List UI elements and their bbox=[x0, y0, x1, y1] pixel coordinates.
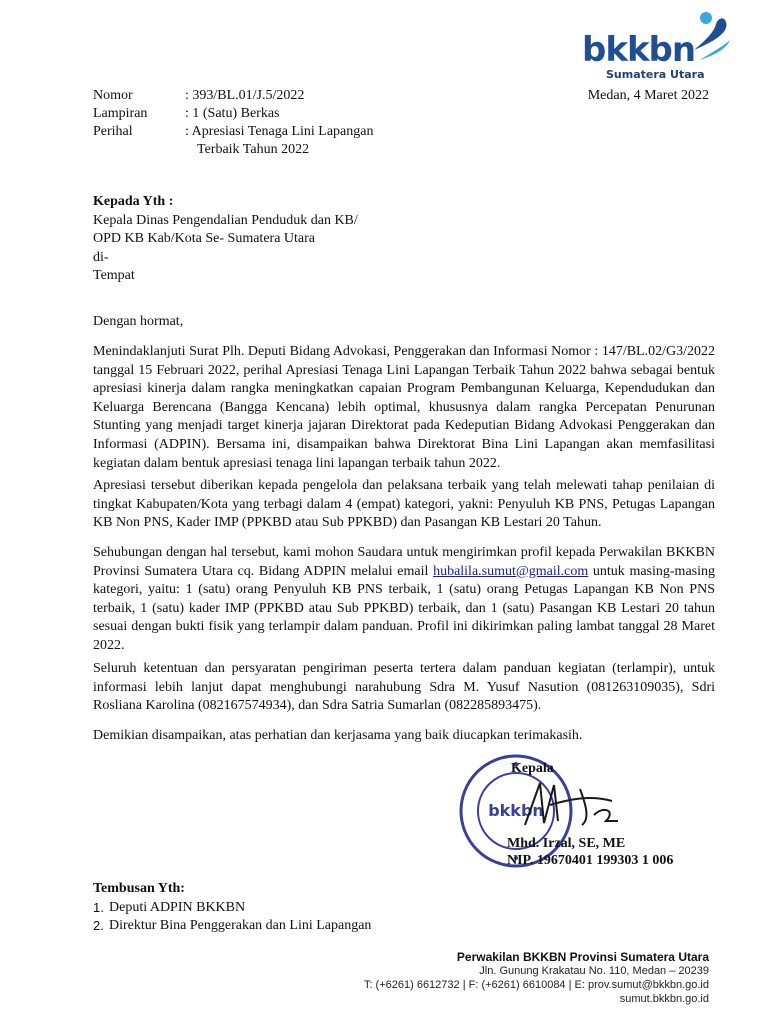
list-item bbox=[93, 899, 371, 918]
place-date: Medan, 4 Maret 2022 bbox=[587, 88, 709, 103]
salutation: Dengan hormat, bbox=[93, 314, 184, 329]
signature-title: Kepala bbox=[511, 761, 554, 776]
footer-website: sumut.bkkbn.go.id bbox=[619, 993, 709, 1005]
meta-label: Nomor bbox=[93, 88, 133, 103]
meta-value: : 393/BL.01/J.5/2022 bbox=[185, 88, 305, 103]
paragraph-5: Demikian disampaikan, atas perhatian dan kerjasama yang baik diucapkan terimakasih. bbox=[93, 728, 583, 743]
paragraph-3-part-b: untuk masing-masing kategori, yaitu: 1 (satu) orang Penyuluh KB PNS terbaik, 1 (satu) orang Petugas Lapangan KB Non PNS terbaik, 1 (satu) kader IMP (PPKBD atau Sub PPKBD) terbaik, dan 1 (satu) Pasangan KB Lestari 20 tahun sesuai dengan bukti fisik yang terlampir dalam panduan. Profil ini dikirimkan paling lambat tanggal 28 Maret 2022. bbox=[93, 563, 715, 653]
bkkbn-logo bbox=[582, 10, 732, 84]
addressee-line: Kepala Dinas Pengendalian Penduduk dan KB/ bbox=[93, 212, 358, 228]
list-text: Direktur Bina Penggerakan dan Lini Lapangan bbox=[109, 918, 372, 934]
email-link[interactable]: hubalila.sumut@gmail.com bbox=[433, 563, 589, 579]
logo-swirl-icon bbox=[686, 10, 734, 62]
addressee-heading: Kepada Yth : bbox=[93, 194, 174, 209]
logo-subtitle: Sumatera Utara bbox=[606, 68, 705, 81]
svg-text:bkkbn: bkkbn bbox=[488, 801, 544, 820]
signatory-name: Mhd. Irzal, SE, ME bbox=[507, 836, 626, 851]
addressee-line: di- bbox=[93, 249, 109, 265]
footer-org: Perwakilan BKKBN Provinsi Sumatera Utara bbox=[456, 950, 709, 964]
meta-value: : 1 (Satu) Berkas bbox=[185, 106, 280, 121]
paragraph-3-part-a: Sehubungan dengan hal tersebut, kami mohon Saudara untuk mengirimkan profil kepada Perwakilan BKKBN Provinsi Sumatera Utara cq. Bidang ADPIN melalui email bbox=[93, 545, 715, 579]
meta-label: Lampiran bbox=[93, 106, 148, 121]
paragraph-2: Apresiasi tersebut diberikan kepada pengelola dan pelaksana terbaik yang telah melewati tahap penilaian di tingkat Kabupaten/Kota yang terbagi dalam 4 (empat) kategori, yakni: Penyuluh KB PNS, Petugas Lapangan KB Non PNS, Kader IMP (PPKBD atau Sub PPKBD) dan Pasangan KB Lestari 20 Tahun. bbox=[93, 478, 715, 531]
meta-row-nomor bbox=[93, 87, 415, 105]
list-text: Deputi ADPIN BKKBN bbox=[109, 899, 246, 915]
tembusan-block bbox=[93, 880, 371, 936]
paragraph-3 bbox=[93, 544, 715, 656]
letter-meta bbox=[93, 87, 415, 159]
letterhead-footer bbox=[364, 950, 709, 1006]
footer-address: Jln. Gunung Krakatau No. 110, Medan – 20239 bbox=[479, 965, 709, 977]
meta-value: : Apresiasi Tenaga Lini Lapangan bbox=[185, 124, 374, 139]
addressee-block bbox=[93, 193, 715, 286]
signatory-nip: NIP. 19670401 199303 1 006 bbox=[507, 853, 674, 868]
footer-contact: T: (+6261) 6612732 | F: (+6261) 6610084 | E: prov.sumut@bkkbn.go.id bbox=[363, 979, 709, 991]
logo-wordmark: bkkbn bbox=[582, 30, 696, 70]
tembusan-heading: Tembusan Yth: bbox=[93, 881, 185, 896]
handwritten-signature-icon bbox=[520, 775, 620, 835]
meta-row-perihal bbox=[93, 123, 415, 141]
list-number: 1. bbox=[93, 899, 104, 915]
meta-label: Perihal bbox=[93, 124, 133, 139]
addressee-line: Tempat bbox=[93, 268, 135, 284]
paragraph-4: Seluruh ketentuan dan persyaratan pengiriman peserta tertera dalam panduan kegiatan (terlampir), untuk informasi lebih lanjut dapat menghubungi narahubung Sdra M. Yusuf Nasution (081263109035), Sdri Rosliana Karolina (082167574934), dan Sdra Satria Sumarlan (082285893475). bbox=[93, 661, 715, 714]
addressee-line: OPD KB Kab/Kota Se- Sumatera Utara bbox=[93, 231, 316, 247]
meta-perihal-continued: Terbaik Tahun 2022 bbox=[197, 142, 310, 157]
meta-row-lampiran bbox=[93, 105, 415, 123]
paragraph-1: Menindaklanjuti Surat Plh. Deputi Bidang Advokasi, Penggerakan dan Informasi Nomor : 147/BL.02/G3/2022 tanggal 15 Februari 2022, perihal Apresiasi Tenaga Lini Lapangan Terbaik Tahun 2022 bahwa sebagai bentuk apresiasi kinerja dalam rangka meningkatkan capaian Program Pembangunan Keluarga, Kependudukan dan Keluarga Berencana (Bangga Kencana) lebih optimal, khususnya dalam rangka Percepatan Penurunan Stunting yang menjadi target kinerja jajaran Direktorat pada Kedeputian Bidang Advokasi Penggerakan dan Informasi (ADPIN). Bersama ini, disampaikan bahwa Direktorat Bina Lini Lapangan akan memfasilitasi kegiatan dalam bentuk apresiasi tenaga lini lapangan terbaik tahun 2022. bbox=[93, 344, 715, 471]
list-number: 2. bbox=[93, 918, 104, 934]
list-item bbox=[93, 917, 371, 936]
